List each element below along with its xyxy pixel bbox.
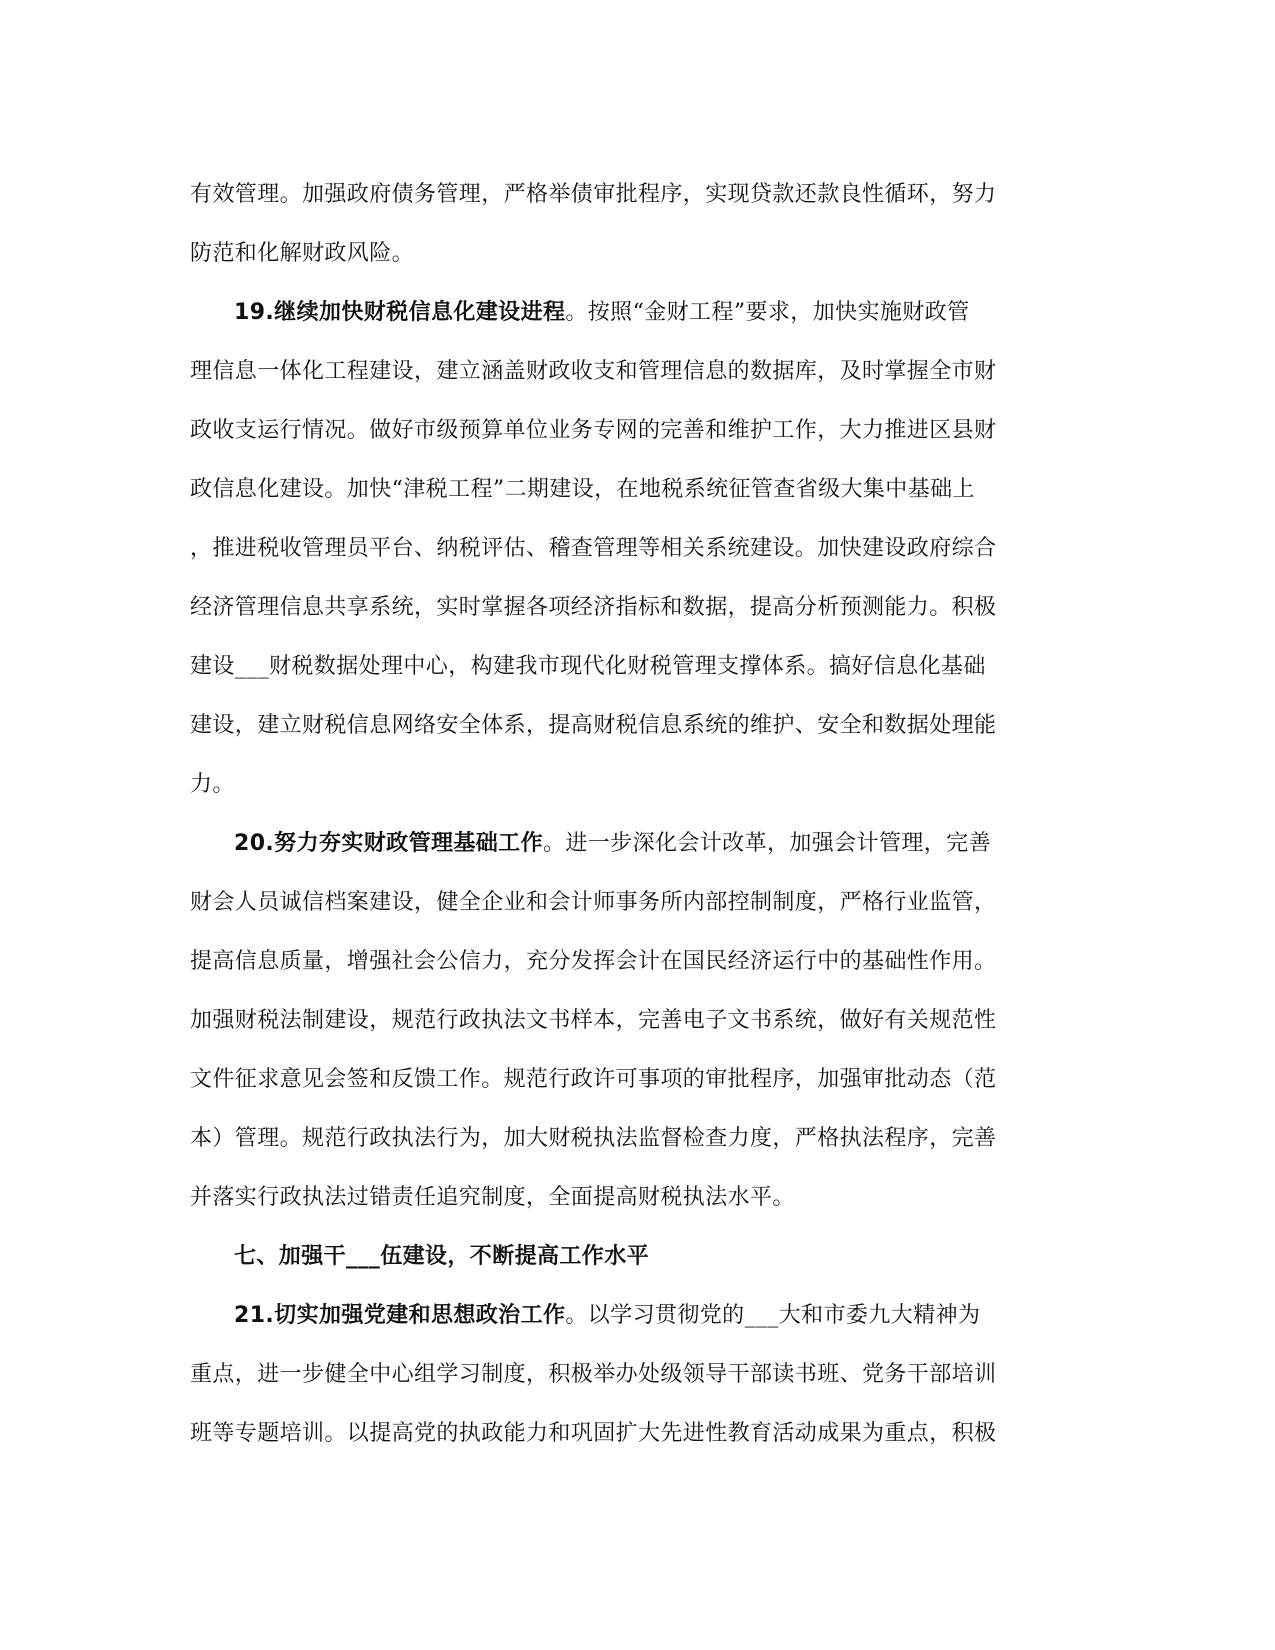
section-7-heading: 七、加强干___伍建设，不断提高工作水平 [234,1244,650,1269]
document-body [190,165,1085,1463]
text-line: 提高信息质量，增强社会公信力，充分发挥会计在国民经济运行中的基础性作用。 [190,949,997,974]
text-line: 加强财税法制建设，规范行政执法文书样本，完善电子文书系统，做好有关规范性 [190,1008,997,1033]
text-line: 文件征求意见会签和反馈工作。规范行政许可事项的审批程序，加强审批动态（范 [190,1067,997,1092]
paragraph-19-first-line [190,283,1085,342]
text-line: 防范和化解财政风险。 [190,241,415,266]
paragraph-21-first-line [190,1286,1085,1345]
paragraph-19-text: 。按照“金财工程”要求，加快实施财政管 [565,300,970,325]
paragraph-19-heading: 19.继续加快财税信息化建设进程 [234,300,566,325]
paragraph-21-heading: 21.切实加强党建和思想政治工作 [234,1303,566,1328]
text-line: 财会人员诚信档案建设，健全企业和会计师事务所内部控制制度，严格行业监管， [190,890,997,915]
paragraph-20-text: 。进一步深化会计改革，加强会计管理，完善 [542,831,991,856]
text-line: ，推进税收管理员平台、纳税评估、稽查管理等相关系统建设。加快建设政府综合 [190,536,997,561]
paragraph-20-heading: 20.努力夯实财政管理基础工作 [234,831,543,856]
text-line: 力。 [190,772,235,797]
text-line: 理信息一体化工程建设，建立涵盖财政收支和管理信息的数据库，及时掌握全市财 [190,359,997,384]
text-line: 重点，进一步健全中心组学习制度，积极举办处级领导干部读书班、党务干部培训 [190,1362,997,1387]
text-line: 建设，建立财税信息网络安全体系，提高财税信息系统的维护、安全和数据处理能 [190,713,997,738]
paragraph-20-first-line [190,814,1085,873]
text-line: 经济管理信息共享系统，实时掌握各项经济指标和数据，提高分析预测能力。积极 [190,595,997,620]
text-line: 政收支运行情况。做好市级预算单位业务专网的完善和维护工作，大力推进区县财 [190,418,997,443]
paragraph-21-text: 。以学习贯彻党的___大和市委九大精神为 [565,1303,981,1328]
text-line: 班等专题培训。以提高党的执政能力和巩固扩大先进性教育活动成果为重点，积极 [190,1421,997,1446]
text-line: 政信息化建设。加快“津税工程”二期建设，在地税系统征管查省级大集中基础上 [190,477,975,502]
text-line: 本）管理。规范行政执法行为，加大财税执法监督检查力度，严格执法程序，完善 [190,1126,997,1151]
text-line: 建设___财税数据处理中心，构建我市现代化财税管理支撑体系。搞好信息化基础 [190,654,986,679]
text-line: 并落实行政执法过错责任追究制度，全面提高财税执法水平。 [190,1185,795,1210]
text-line: 有效管理。加强政府债务管理，严格举债审批程序，实现贷款还款良性循环，努力 [190,182,997,207]
